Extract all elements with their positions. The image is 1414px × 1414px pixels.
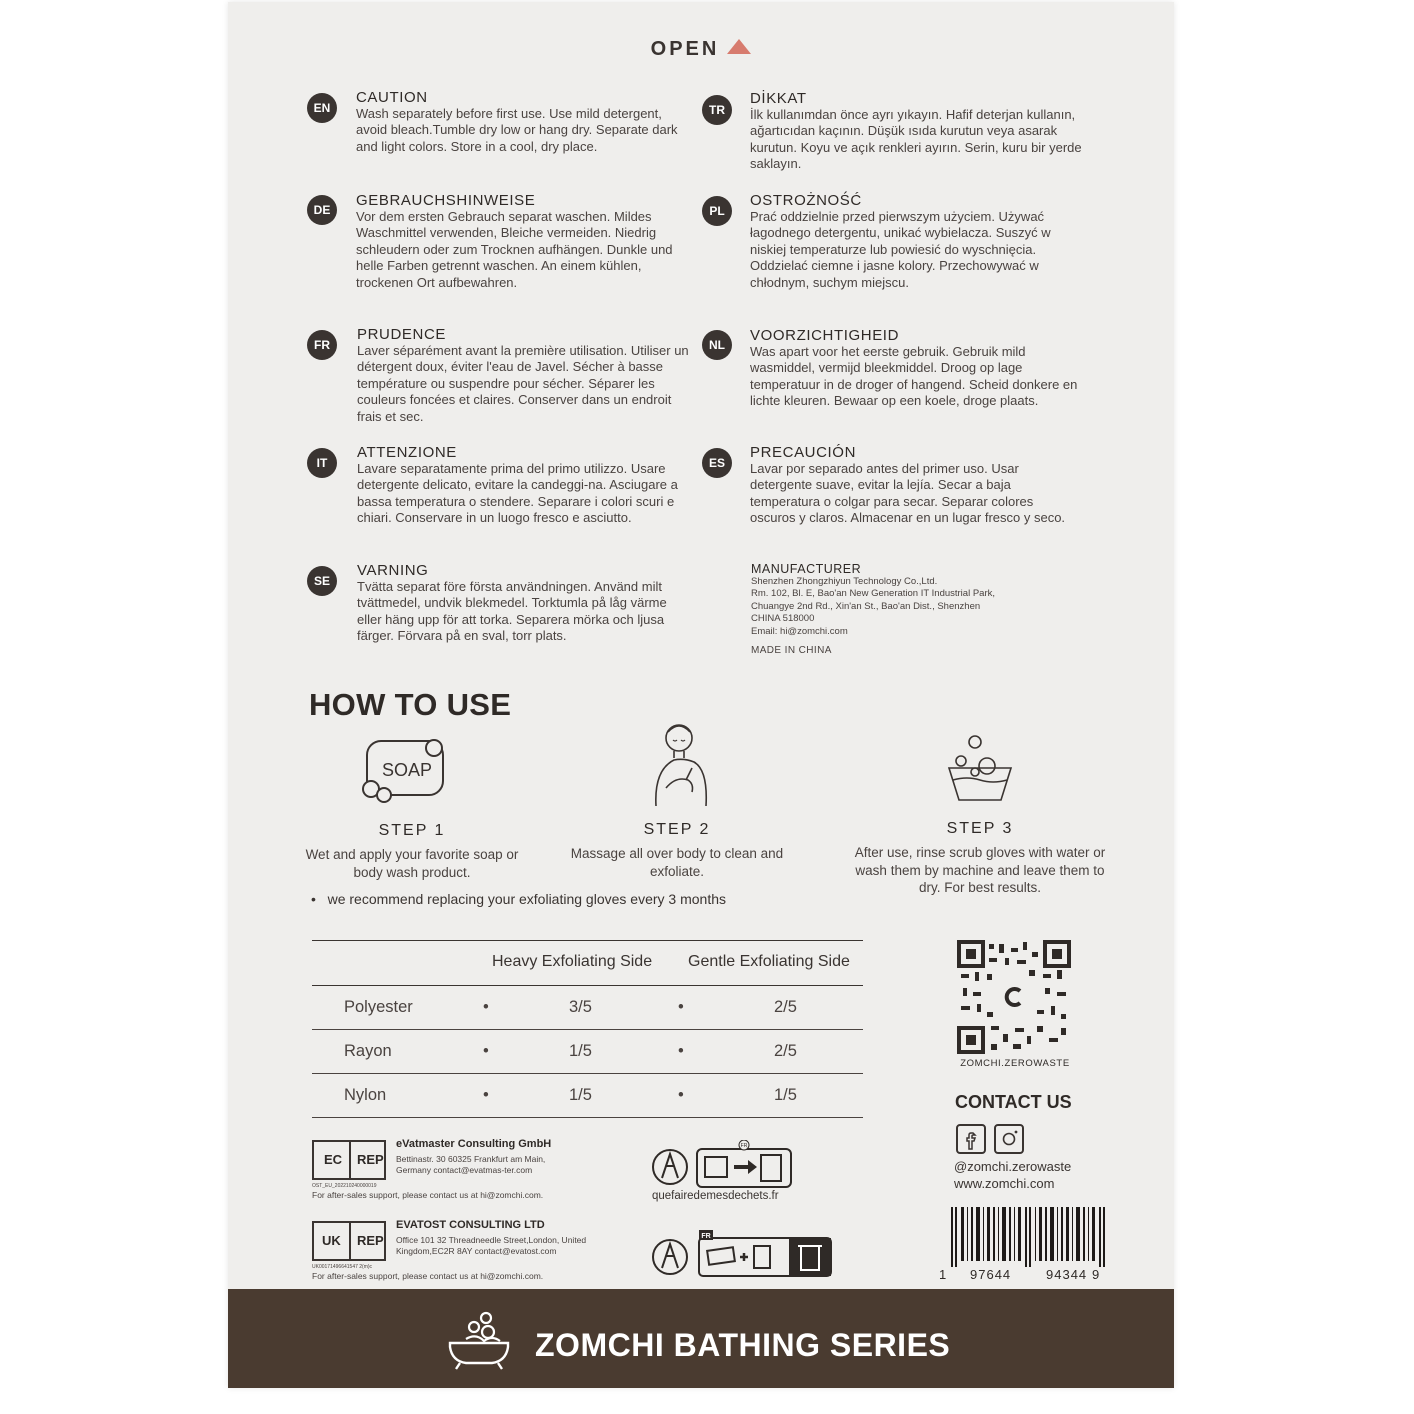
- manufacturer-line: CHINA 518000: [751, 613, 815, 625]
- cell-gentle: 2/5: [774, 998, 797, 1016]
- contact-title: CONTACT US: [955, 1092, 1072, 1112]
- step-3: [848, 820, 1112, 897]
- open-arrow-icon: [727, 39, 751, 54]
- section-nl: [750, 327, 1082, 410]
- section-text: Vor dem ersten Gebrauch separat waschen. Mildes Waschmittel verwenden, Bleiche vermeiden. Niedrig schleudern oder zum Trocknen aufhängen. Dunkle und helle Farben getrennt waschen. An einem kühlen, trockenen Ort aufbewahren.: [356, 209, 673, 290]
- uk-rep-code: UK00171496641547 2(m)c: [312, 1264, 373, 1270]
- open-label: OPEN: [650, 38, 720, 60]
- website-link[interactable]: www.zomchi.com: [954, 1176, 1055, 1191]
- section-text: Was apart voor het eerste gebruik. Gebruik mild wasmiddel, vermijd bleekmiddel. Droog op lage temperatuur in de droger of hangend. Scheid donkere en lichte kleuren. Bewaar op een koele, droge plaats.: [750, 344, 1078, 409]
- badge-tr: TR: [702, 95, 732, 125]
- cell-heavy: 1/5: [569, 1086, 592, 1104]
- section-title: GEBRAUCHSHINWEISE: [356, 192, 536, 209]
- ec-rep-code: OST_EU_202210240000019: [312, 1183, 377, 1189]
- manufacturer-block: [751, 562, 1051, 657]
- material-table: [312, 940, 863, 1118]
- qr-label: ZOMCHI.ZEROWASTE: [960, 1058, 1070, 1069]
- section-pl: [750, 192, 1082, 291]
- section-text: Tvätta separat före första användningen. Använd milt tvättmedel, undvik blekmedel. Torktumla på låg värme eller häng upp för att torka. Separera mörka och ljusa färger. Förvara på en sval, torr plats.: [357, 579, 667, 644]
- cell-gentle: 1/5: [774, 1086, 797, 1104]
- step-description: After use, rinse scrub gloves with water or wash them by machine and leave them to dry. For best results.: [854, 845, 1106, 895]
- barcode-group-1: 97644: [970, 1267, 1012, 1282]
- soap-icon-text: SOAP: [381, 760, 433, 780]
- badge-de: DE: [307, 195, 337, 225]
- step-label: STEP 2: [643, 821, 711, 838]
- uk-label: UK: [322, 1233, 341, 1248]
- manufacturer-email: Email: hi@zomchi.com: [751, 625, 848, 637]
- badge-it: IT: [307, 448, 337, 478]
- uk-rep-box: [312, 1221, 386, 1261]
- section-it: [357, 444, 689, 527]
- triman-sorting-icon: [650, 1229, 840, 1279]
- section-text: Wash separately before first use. Use mild detergent, avoid bleach.Tumble dry low or hang dry. Separate dark and light colors. Store in a cool, dry place.: [356, 106, 678, 154]
- cell-dot: •: [483, 1086, 489, 1104]
- badge-pl: PL: [702, 196, 732, 226]
- ec-rep-box: [312, 1140, 386, 1180]
- ec-label: EC: [324, 1152, 343, 1167]
- section-text: Lavar por separado antes del primer uso. Usar detergente suave, evitar la lejía. Secar a baja temperatura o colgar para secar. Separar colores oscuros y claros. Almacenar en un lugar fresco y seco.: [750, 461, 1066, 526]
- barcode: [949, 1207, 1111, 1267]
- svg-text:FR: FR: [701, 1233, 711, 1240]
- section-title: ATTENZIONE: [357, 444, 457, 461]
- cell-dot: •: [678, 998, 684, 1016]
- cell-dot: •: [678, 1042, 684, 1060]
- bullet: •: [311, 891, 316, 907]
- qr-code[interactable]: [957, 940, 1071, 1054]
- packaging-card: [228, 2, 1174, 1388]
- section-title: VARNING: [357, 562, 429, 579]
- recommendation-note: [311, 891, 726, 907]
- bathtub-icon: [446, 1311, 512, 1371]
- cell-dot: •: [483, 998, 489, 1016]
- step-1: [294, 822, 530, 881]
- step-label: STEP 3: [946, 820, 1014, 837]
- section-se: [357, 562, 689, 645]
- triman-recycling-icon: [650, 1140, 800, 1190]
- rep-label: REP: [357, 1233, 384, 1248]
- section-text: Lavare separatamente prima del primo utilizzo. Usare detergente delicato, evitare la candeggi-na. Asciugare a bassa temperatura o stendere. Separare i colori scuri e chiari. Conservare in un luogo fresco e asciutto.: [357, 461, 678, 526]
- badge-fr: FR: [307, 330, 337, 360]
- badge-nl: NL: [702, 330, 732, 360]
- ec-rep-support: For after-sales support, please contact us at hi@zomchi.com.: [312, 1190, 544, 1200]
- section-title: VOORZICHTIGHEID: [750, 327, 900, 344]
- footer-title: ZOMCHI BATHING SERIES: [535, 1327, 951, 1363]
- step-2: [559, 821, 795, 880]
- section-fr: [357, 326, 689, 425]
- cell-heavy: 3/5: [569, 998, 592, 1016]
- step-description: Wet and apply your favorite soap or body wash product.: [305, 847, 519, 880]
- barcode-last-digit: 9: [1092, 1267, 1101, 1282]
- uk-rep-company: EVATOST CONSULTING LTD: [396, 1219, 545, 1231]
- contact-details: [954, 1158, 1071, 1192]
- cell-material: Nylon: [344, 1086, 387, 1104]
- made-in-label: MADE IN CHINA: [751, 645, 832, 657]
- section-es: [750, 444, 1082, 527]
- barcode-first-digit: 1: [939, 1267, 948, 1282]
- recommendation-text: we recommend replacing your exfoliating gloves every 3 months: [327, 891, 726, 907]
- badge-es: ES: [702, 448, 732, 478]
- step-description: Massage all over body to clean and exfoliate.: [570, 846, 784, 879]
- cell-material: Polyester: [344, 998, 413, 1016]
- ec-rep-company: eVatmaster Consulting GmbH: [396, 1138, 552, 1150]
- section-de: [356, 192, 688, 291]
- section-title: PRECAUCIÓN: [750, 444, 857, 461]
- section-text: Laver séparément avant la première utilisation. Utiliser un détergent doux, éviter l'eau de Javel. Sécher à basse température ou suspendre pour sécher. Séparer les couleurs foncées et claires. Conserver dans un endroit frais et sec.: [357, 343, 689, 424]
- wash-basin-icon: [945, 732, 1015, 804]
- header-gentle: Gentle Exfoliating Side: [688, 953, 850, 970]
- uk-rep-address: Office 101 32 Threadneedle Street,London, United Kingdom,EC2R 8AY contact@evatost.com: [396, 1235, 587, 1256]
- footer-banner: [228, 1289, 1174, 1388]
- section-text: İlk kullanımdan önce ayrı yıkayın. Hafif deterjan kullanın, ağartıcıdan kaçının. Düşük ısıda kurutun veya asarak kurutun. Koyu ve açık renkleri ayırın. Serin, kuru bir yerde saklayın.: [750, 107, 1082, 172]
- cell-material: Rayon: [344, 1042, 392, 1060]
- section-tr: [750, 90, 1082, 173]
- section-title: CAUTION: [356, 89, 428, 106]
- header-heavy: Heavy Exfoliating Side: [492, 953, 653, 970]
- manufacturer-title: MANUFACTURER: [751, 562, 862, 576]
- table-row: [312, 1074, 863, 1118]
- svg-text:FR: FR: [740, 1143, 748, 1149]
- cell-dot: •: [483, 1042, 489, 1060]
- section-title: PRUDENCE: [357, 326, 446, 343]
- badge-en: EN: [307, 93, 337, 123]
- facebook-icon[interactable]: [956, 1124, 986, 1154]
- manufacturer-line: Shenzhen Zhongzhiyun Technology Co.,Ltd.: [751, 576, 938, 587]
- manufacturer-line: Chuangye 2nd Rd., Xin'an St., Bao'an Dist., Shenzhen: [751, 600, 981, 612]
- rep-label: REP: [357, 1152, 384, 1167]
- cell-dot: •: [678, 1086, 684, 1104]
- table-row: [312, 986, 863, 1030]
- table-header: [312, 941, 863, 985]
- barcode-group-2: 94344: [1046, 1267, 1088, 1282]
- woman-massage-icon: [646, 718, 712, 810]
- section-title: OSTROŻNOŚĆ: [750, 192, 862, 209]
- table-row: [312, 1030, 863, 1074]
- section-text: Prać oddzielnie przed pierwszym użyciem. Używać łagodnego detergentu, unikać wybielacza. Suszyć w niskiej temperaturze lub powiesić do wyschnięcia. Oddzielać ciemne i jasne kolory. Przechowywać w chłodnym, suchym miejscu.: [750, 209, 1051, 290]
- cell-gentle: 2/5: [774, 1042, 797, 1060]
- social-handle[interactable]: @zomchi.zerowaste: [954, 1159, 1072, 1174]
- step-label: STEP 1: [378, 822, 446, 839]
- badge-se: SE: [307, 566, 337, 596]
- section-title: DİKKAT: [750, 90, 807, 107]
- how-to-use-title: HOW TO USE: [309, 687, 512, 722]
- cell-heavy: 1/5: [569, 1042, 592, 1060]
- soap-icon: [361, 735, 451, 805]
- manufacturer-line: Rm. 102, Bl. E, Bao'an New Generation IT Industrial Park,: [751, 588, 996, 600]
- instagram-icon[interactable]: [994, 1124, 1024, 1154]
- open-indicator[interactable]: [228, 38, 1174, 61]
- section-en: [356, 89, 688, 155]
- triman-site-text: quefairedemesdechets.fr: [652, 1190, 779, 1202]
- uk-rep-support: For after-sales support, please contact us at hi@zomchi.com.: [312, 1271, 544, 1281]
- ec-rep-address: Bettinastr. 30 60325 Frankfurt am Main, Germany contact@evatmas-ter.com: [396, 1154, 546, 1175]
